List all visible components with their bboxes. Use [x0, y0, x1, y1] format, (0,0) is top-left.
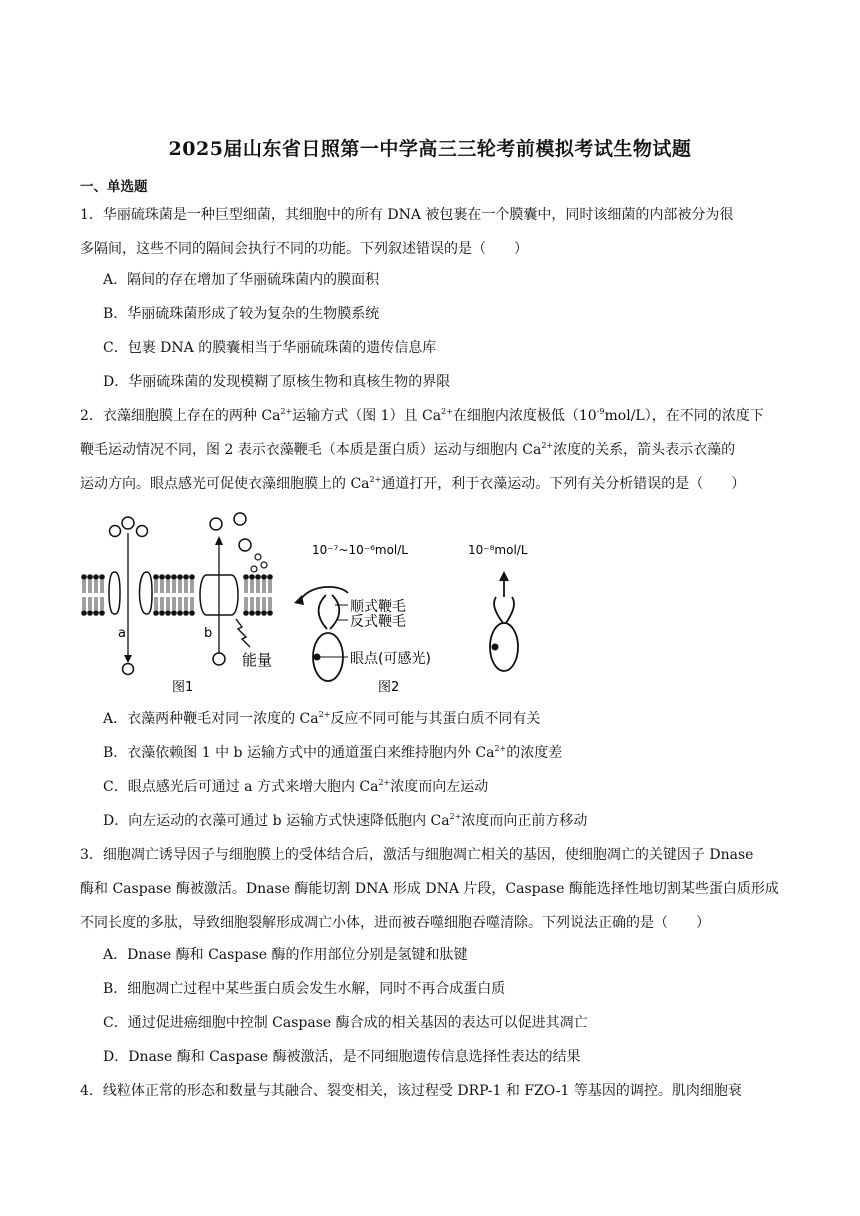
question-3	[80, 838, 785, 940]
ca-ion	[123, 664, 134, 675]
figure-ca-transport-and-flagella	[80, 505, 550, 700]
lipid-tail	[89, 580, 91, 593]
ca-ion	[110, 526, 121, 537]
ca-ion	[234, 513, 246, 525]
cis-flagellum-label: 顺式鞭毛	[350, 599, 406, 615]
lipid-tail	[257, 580, 259, 593]
lipid-head	[153, 610, 159, 616]
lipid-tail	[161, 597, 163, 610]
chlamydomonas-cell-right	[490, 571, 518, 671]
lipid-tail	[269, 597, 271, 610]
label-a: a	[118, 626, 126, 641]
lipid-tail	[89, 597, 91, 610]
question-4-line-1: 4．线粒体正常的形态和数量与其融合、裂变相关，该过程受 DRP-1 和 FZO-1 等基因的调控。肌肉细胞衰	[80, 1083, 742, 1099]
question-3-line-2: 酶和 Caspase 酶被激活。Dnase 酶能切割 DNA 形成 DNA 片段，Caspase 酶能选择性地切割某些蛋白质形成	[80, 881, 779, 897]
concentration-low: 10⁻⁸mol/L	[468, 543, 528, 557]
lipid-tail	[167, 597, 169, 610]
question-2-option-d: D．向左运动的衣藻可通过 b 运输方式快速降低胞内 $Ca^{2+}$浓度而向正前方移动	[103, 812, 588, 829]
lipid-tail	[83, 580, 85, 593]
ca-ion	[122, 517, 134, 529]
lipid-head	[177, 574, 183, 580]
lipid-tail	[167, 580, 169, 593]
lipid-head	[165, 610, 171, 616]
page-title: 2025届山东省日照第一中学高三三轮考前模拟考试生物试题	[168, 138, 692, 160]
question-1-option-d: D．华丽硫珠菌的发现模糊了原核生物和真核生物的界限	[103, 374, 451, 390]
trans-flagellum	[330, 595, 339, 629]
right-flagellum-1	[494, 597, 503, 623]
lipid-tail	[83, 597, 85, 610]
lipid-head	[261, 574, 267, 580]
lipid-head	[177, 610, 183, 616]
question-1-option-b: B．华丽硫珠菌形成了较为复杂的生物膜系统	[103, 306, 380, 322]
lipid-head	[255, 610, 261, 616]
lipid-head	[81, 574, 87, 580]
lipid-head	[261, 610, 267, 616]
energy-zigzag	[236, 619, 250, 647]
lipid-tail	[245, 597, 247, 610]
lipid-head	[159, 574, 165, 580]
question-2-line-1: 2．衣藻细胞膜上存在的两种 $Ca^{2+}$运输方式（图 1）且 $Ca^{2+}$在细胞内浓度极低$(10^{-9}mol/L)$，在不同的浓度下	[80, 407, 764, 424]
lipid-head	[171, 610, 177, 616]
lipid-tail	[269, 580, 271, 593]
lipid-tail	[179, 597, 181, 610]
lipid-tail	[161, 580, 163, 593]
eyespot	[314, 654, 321, 661]
question-2-option-b: B．衣藻依赖图 1 中 b 运输方式中的通道蛋白来维持胞内外 $Ca^{2+}$的浓度差	[103, 744, 563, 761]
question-1-option-a: A．隔间的存在增加了华丽硫珠菌内的膜面积	[103, 272, 380, 288]
lipid-head	[171, 574, 177, 580]
fig1-caption: 图1	[172, 680, 194, 695]
question-2-line-3: 运动方向。眼点感光可促使衣藻细胞膜上的 $Ca^{2+}$通道打开，利于衣藻运动。下列有关分析错误的是（ ）	[80, 475, 746, 492]
phosphate	[261, 562, 267, 568]
lipid-tail	[251, 580, 253, 593]
lipid-tail	[155, 580, 157, 593]
lipid-tail	[251, 597, 253, 610]
question-3-line-3: 不同长度的多肽，导致细胞裂解形成凋亡小体，进而被吞噬细胞吞噬清除。下列说法正确的是（ ）	[80, 915, 710, 931]
phosphate	[251, 566, 257, 572]
question-1-option-c: C．包裹 DNA 的膜囊相当于华丽硫珠菌的遗传信息库	[103, 340, 437, 356]
channel-a-left	[109, 572, 120, 614]
lipid-tail	[95, 597, 97, 610]
ca-ion	[210, 518, 222, 530]
question-2-option-c: C．眼点感光后可通过 a 方式来增大胞内 $Ca^{2+}$浓度而向左运动	[103, 778, 489, 795]
lipid-tail	[185, 597, 187, 610]
lipid-tail	[95, 580, 97, 593]
arrow-a-head	[124, 655, 132, 663]
lipid-head	[165, 574, 171, 580]
label-b: b	[204, 626, 213, 641]
lipid-head	[159, 610, 165, 616]
lipid-head	[183, 574, 189, 580]
right-flagellum-2	[506, 597, 514, 623]
lipid-head	[249, 574, 255, 580]
forward-arrow-curve	[300, 587, 348, 601]
channel-a-right	[140, 572, 153, 614]
cis-flagellum	[319, 595, 327, 629]
section-heading: 一、单选题	[80, 179, 148, 195]
ca-ion	[213, 653, 225, 665]
lipid-head	[243, 610, 249, 616]
lipid-tail	[185, 580, 187, 593]
lipid-tail	[173, 597, 175, 610]
lipid-tail	[263, 597, 265, 610]
energy-label: 能量	[242, 651, 273, 669]
question-3-line-1: 3．细胞凋亡诱导因子与细胞膜上的受体结合后，激活与细胞凋亡相关的基因，使细胞凋亡的关键因子 Dnase	[80, 847, 754, 863]
trans-flagellum-label: 反式鞭毛	[350, 614, 406, 630]
lipid-head	[267, 574, 273, 580]
lipid-head	[87, 574, 93, 580]
ca-ion	[239, 539, 251, 551]
lipid-head	[249, 610, 255, 616]
lipid-head	[255, 574, 261, 580]
up-arrow-head	[499, 571, 509, 581]
lipid-tail	[191, 597, 193, 610]
lipid-head	[189, 610, 195, 616]
lipid-tail	[101, 580, 103, 593]
phosphate	[255, 554, 261, 560]
lipid-head	[93, 574, 99, 580]
lipid-head	[99, 610, 105, 616]
lipid-tail	[173, 580, 175, 593]
chlamydomonas-cell-left	[294, 587, 348, 681]
concentration-high: 10⁻⁷~10⁻⁶mol/L	[312, 543, 408, 557]
question-2	[80, 399, 785, 501]
right-eyespot	[492, 644, 499, 651]
question-1-line-2: 多隔间，这些不同的隔间会执行不同的功能。下列叙述错误的是（ ）	[80, 241, 528, 257]
lipid-head	[153, 574, 159, 580]
question-3-option-c: C．通过促进癌细胞中控制 Caspase 酶合成的相关基因的表达可以促进其凋亡	[103, 1015, 588, 1031]
lipid-head	[243, 574, 249, 580]
lipid-head	[99, 574, 105, 580]
lipid-tail	[263, 580, 265, 593]
question-3-option-b: B．细胞凋亡过程中某些蛋白质会发生水解，同时不再合成蛋白质	[103, 981, 506, 997]
question-2-option-a: A．衣藻两种鞭毛对同一浓度的 $Ca^{2+}$反应不同可能与其蛋白质不同有关	[103, 710, 541, 727]
lipid-head	[81, 610, 87, 616]
question-2-line-2: 鞭毛运动情况不同，图 2 表示衣藻鞭毛（本质是蛋白质）运动与细胞内 $Ca^{2+}$浓度的关系，箭头表示衣藻的	[80, 441, 736, 458]
lipid-tail	[245, 580, 247, 593]
question-3-option-a: A．Dnase 酶和 Caspase 酶的作用部位分别是氢键和肽键	[103, 947, 468, 963]
lipid-head	[189, 574, 195, 580]
question-1-line-1: 1．华丽硫珠菌是一种巨型细菌，其细胞中的所有 DNA 被包裹在一个膜囊中，同时该细菌的内部被分为很	[80, 207, 734, 223]
lipid-tail	[179, 580, 181, 593]
lipid-head	[87, 610, 93, 616]
ca-ion	[137, 526, 148, 537]
lipid-tail	[155, 597, 157, 610]
eyespot-label: 眼点(可感光)	[350, 651, 431, 667]
lipid-tail	[257, 597, 259, 610]
lipid-head	[183, 610, 189, 616]
arrow-b-head	[215, 536, 223, 545]
lipid-head	[267, 610, 273, 616]
question-3-option-d: D．Dnase 酶和 Caspase 酶被激活，是不同细胞遗传信息选择性表达的结果	[103, 1049, 581, 1065]
question-1	[80, 198, 785, 266]
question-4	[80, 1074, 785, 1108]
lipid-head	[93, 610, 99, 616]
fig2-caption: 图2	[378, 680, 400, 695]
lipid-tail	[191, 580, 193, 593]
lipid-tail	[101, 597, 103, 610]
